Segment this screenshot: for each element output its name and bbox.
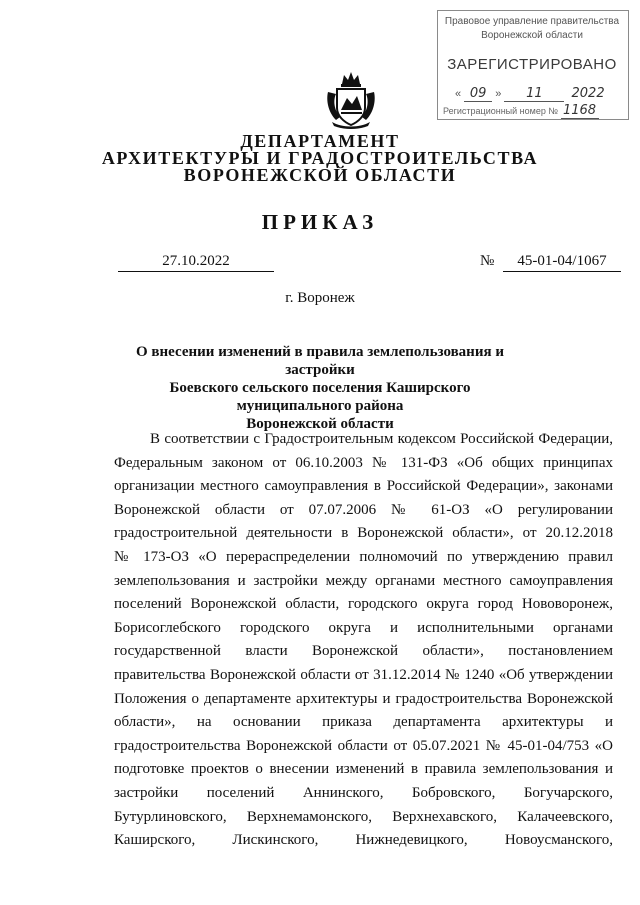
order-subject <box>112 343 528 433</box>
order-number: 45-01-04/1067 <box>503 253 621 272</box>
document-type-heading: ПРИКАЗ <box>261 210 379 234</box>
body-line: Бутурлиновского, Верхнемамонского, Верхнехавского, Калачеевского, <box>114 808 613 825</box>
subject-line: Воронежской области <box>246 416 394 432</box>
stamp-date-day: 09 <box>464 86 492 102</box>
body-line: правительства Воронежской области от 31.12.2014 № 1240 «Об утверждении <box>114 666 613 683</box>
stamp-authority-line2: Воронежской области <box>481 30 583 41</box>
body-line: Каширского, Лискинского, Нижнедевицкого, Новоусманского, <box>114 832 613 849</box>
stamp-date-open-quote: « <box>455 88 462 100</box>
stamp-regno-label: Регистрационный номер № <box>443 106 559 116</box>
body-line: В соответствии с Градостроительным кодексом Российской Федерации, <box>150 431 613 447</box>
body-line: землепользования и застройки между органами местного самоуправления <box>114 572 613 589</box>
subject-line: Боевского сельского поселения Каширского муниципального района <box>169 380 471 414</box>
body-line: Воронежской области от 07.07.2006 № 61-ОЗ «О регулировании <box>114 501 613 518</box>
stamp-registration-number <box>443 103 623 119</box>
department-title-line3: ВОРОНЕЖСКОЙ ОБЛАСТИ <box>183 165 457 185</box>
body-line: подготовке проектов о внесении изменений в правила землепользования и <box>114 761 613 778</box>
order-number-sign: № <box>480 253 495 269</box>
stamp-registered-label: ЗАРЕГИСТРИРОВАНО <box>447 56 617 73</box>
stamp-date-month: 11 <box>504 86 564 102</box>
body-line: организации местного самоуправления в Российской Федерации», законами <box>114 478 613 495</box>
body-line: государственной власти Воронежской области», постановлением <box>114 643 613 660</box>
body-line: поселений Воронежской области, городского округа город Нововоронеж, <box>114 596 613 613</box>
stamp-authority-line1: Правовое управление правительства <box>444 16 620 27</box>
order-date: 27.10.2022 <box>118 253 274 272</box>
department-title-line1: ДЕПАРТАМЕНТ <box>240 131 400 151</box>
stamp-regno-value: 1168 <box>561 103 599 119</box>
city-line: г. Воронеж <box>285 290 355 306</box>
registration-stamp <box>437 10 629 120</box>
stamp-date-close-quote: » <box>495 88 502 100</box>
body-line: Положения о департаменте архитектуры и градостроительства Воронежской <box>114 690 613 707</box>
stamp-date <box>455 86 605 102</box>
body-line: градостроительства Воронежской области от 05.07.2021 № 45-01-04/753 «О <box>114 737 613 754</box>
order-body-text <box>114 428 613 853</box>
stamp-date-year: 2022 <box>571 86 605 101</box>
body-line: № 173-ОЗ «О перераспределении полномочий по утверждению правил <box>114 548 613 565</box>
body-line: Федеральным законом от 06.10.2003 № 131-ФЗ «Об общих принципах <box>114 454 613 471</box>
body-line: застройки поселений Аннинского, Бобровского, Богучарского, <box>114 784 613 801</box>
department-title-line2: АРХИТЕКТУРЫ И ГРАДОСТРОИТЕЛЬСТВА <box>101 148 539 168</box>
subject-line: О внесении изменений в правила землепользования и застройки <box>136 344 504 378</box>
body-line: Борисоглебского городского округа и исполнительными органами <box>114 619 613 636</box>
voronezh-coat-of-arms-icon <box>322 70 380 130</box>
body-line: области», на основании приказа департамента архитектуры и <box>114 714 613 731</box>
body-line: градостроительной деятельности в Воронежской области», от 20.12.2018 <box>114 525 613 542</box>
